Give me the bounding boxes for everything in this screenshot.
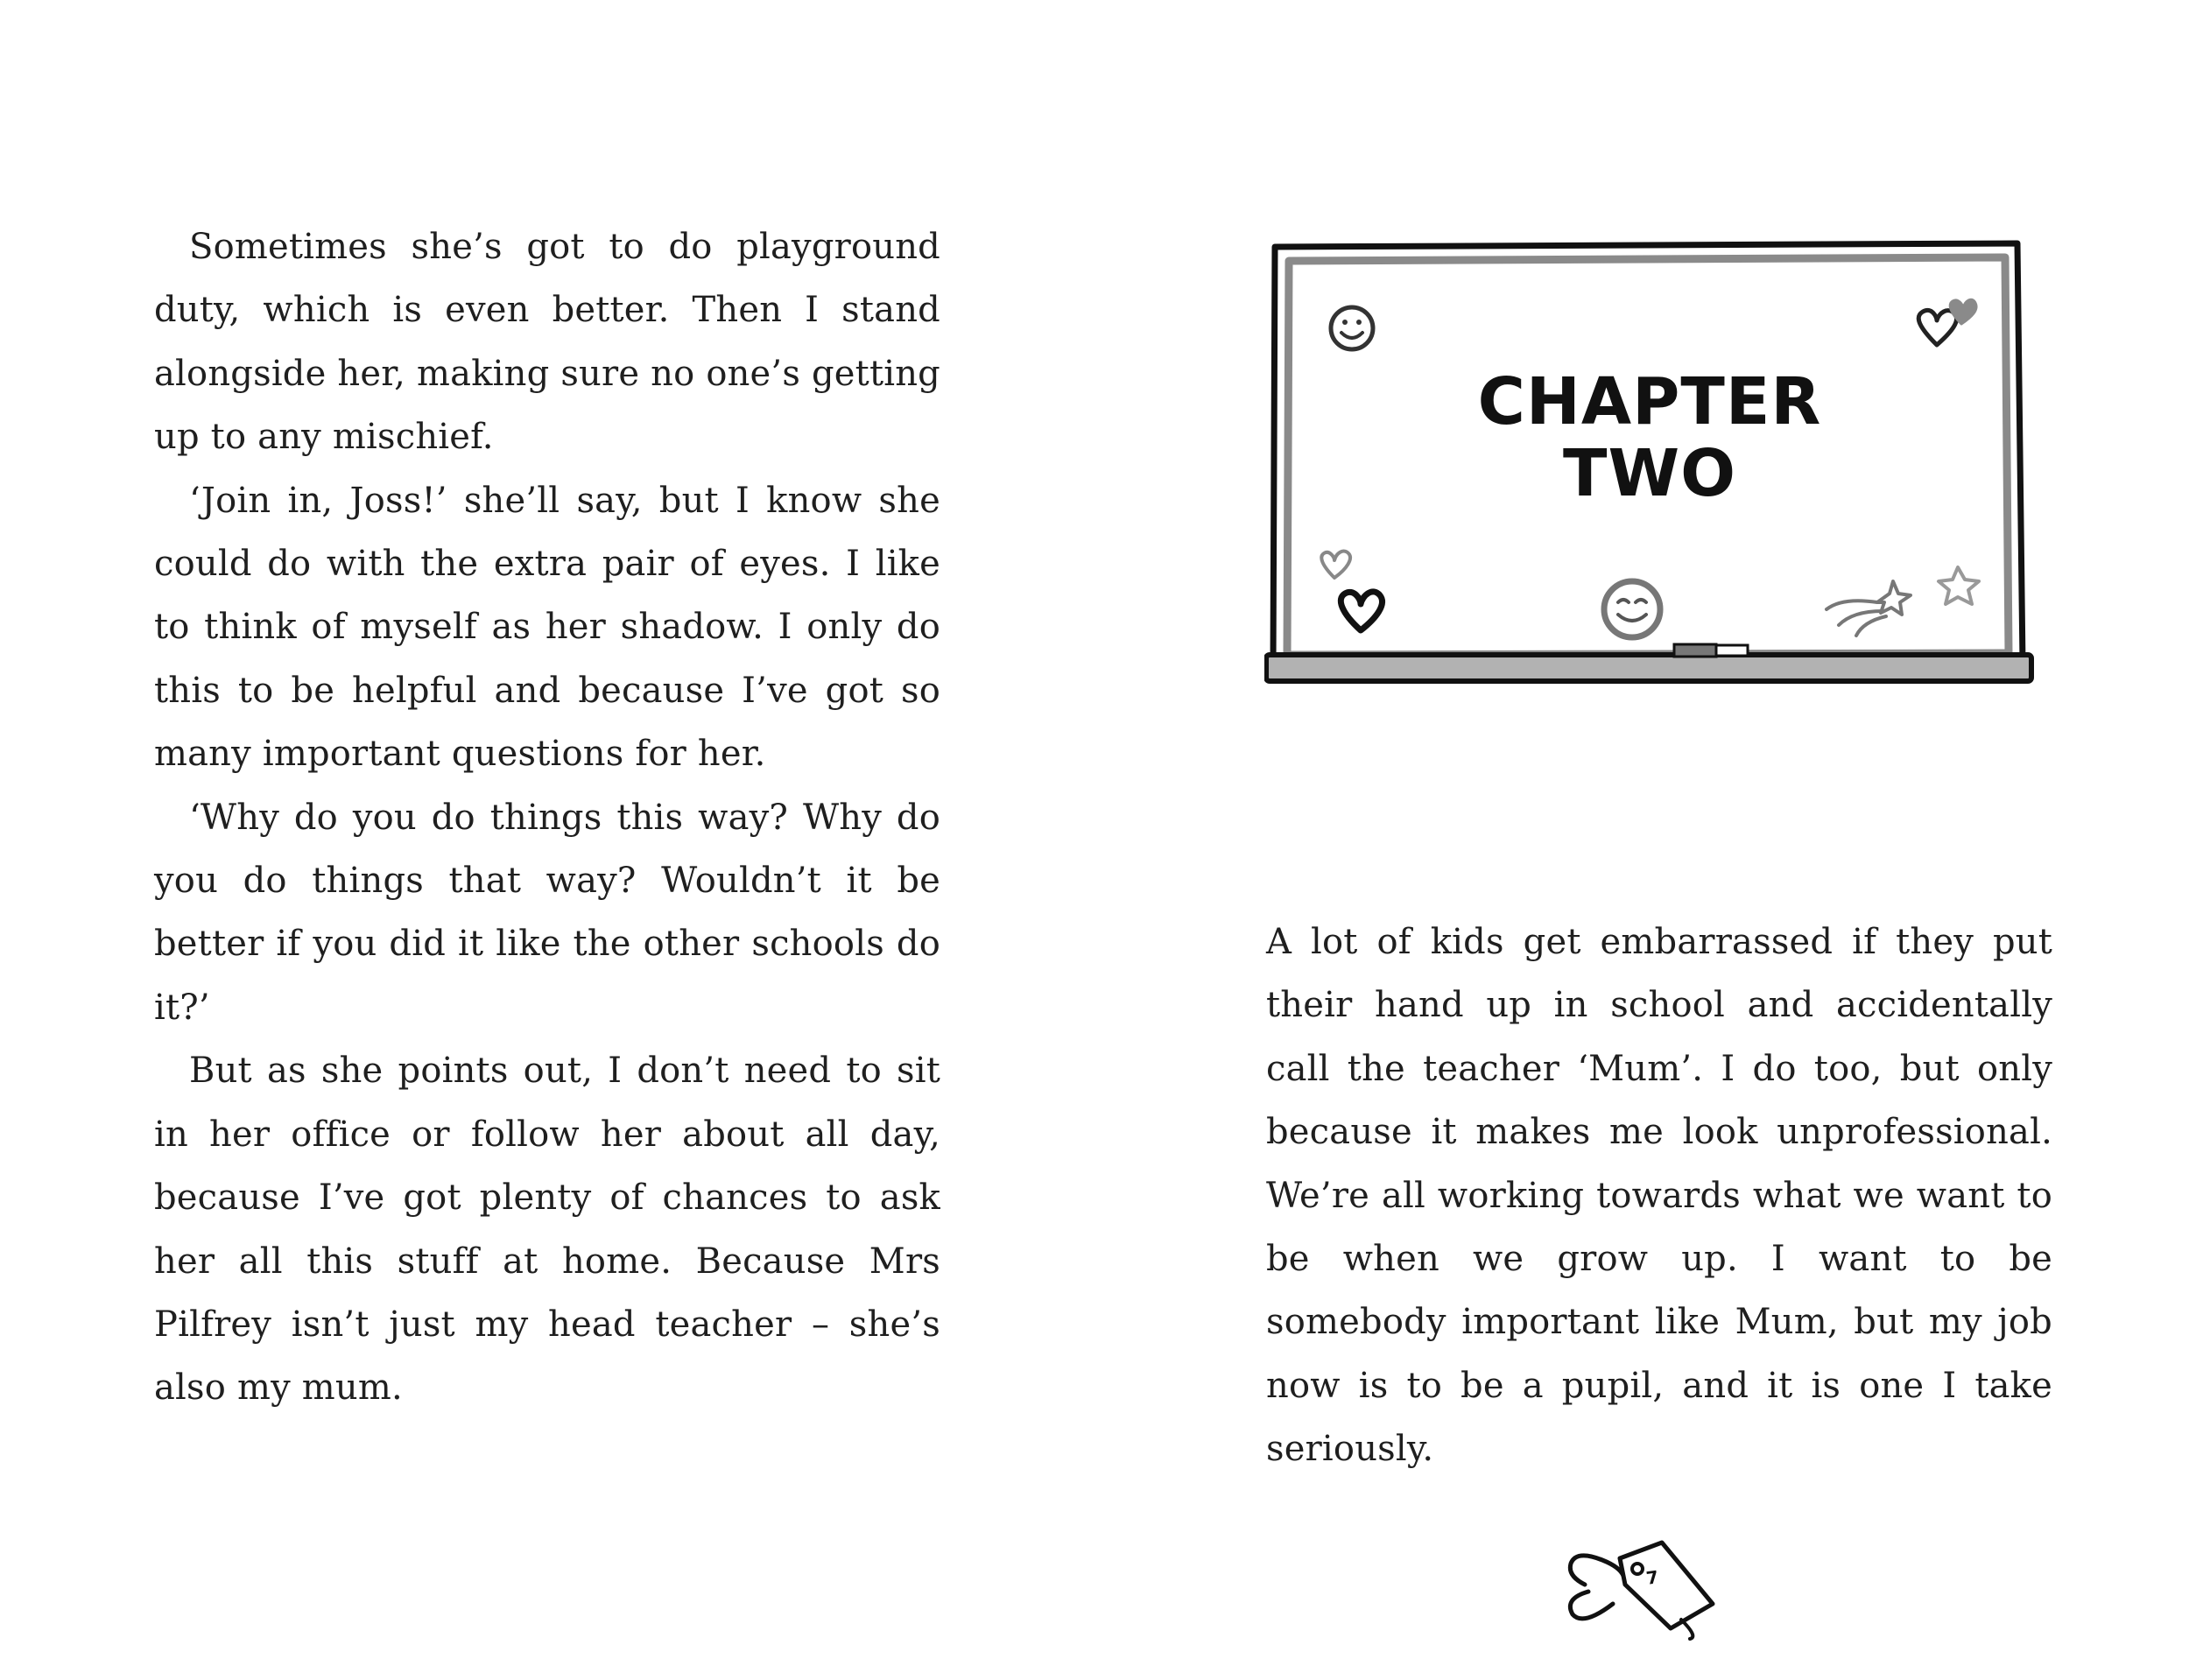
smiley-icon	[1604, 581, 1660, 637]
paragraph: ‘Join in, Joss!’ she’ll say, but I know she could do with the extra pair of eyes. I like to think of myself as her shadow. I only do this to be helpful and because I’ve got so many important questions for her.	[154, 480, 940, 775]
page-number: 7	[1644, 1566, 1660, 1589]
luggage-tag-icon	[1559, 1523, 1716, 1646]
paragraph: ‘Why do you do things this way? Why do you do things that way? Wouldn’t it be better if you did it like the other schools do it?’	[154, 797, 940, 1028]
paragraph: Sometimes she’s got to do playground duty, which is even better. Then I stand alongside her, making sure no one’s getting up to any mischief.	[154, 227, 940, 458]
chapter-title	[1264, 366, 2035, 510]
left-page	[154, 215, 940, 1420]
smiley-icon	[1331, 307, 1373, 349]
chapter-title-line: CHAPTER	[1477, 364, 1822, 439]
paragraph: A lot of kids get embarrassed if they put their hand up in school and accidentally call the teacher ‘Mum’. I do too, but only because it makes me look unprofessional. We’re all working towards what we want to be when we grow up. I want to be somebody important like Mum, but my job now is to be a pupil, and it is one I take seriously.	[1266, 922, 2052, 1470]
chapter-number: TWO	[1562, 436, 1736, 511]
chapter-heading-board	[1264, 236, 2035, 700]
right-page	[1266, 910, 2052, 1481]
paragraph: But as she points out, I don’t need to sit in her office or follow her about all day, because I’ve got plenty of chances to ask her all this stuff at home. Because Mrs Pilfrey isn’t just my head teacher – she’s also my mum.	[154, 1051, 940, 1409]
